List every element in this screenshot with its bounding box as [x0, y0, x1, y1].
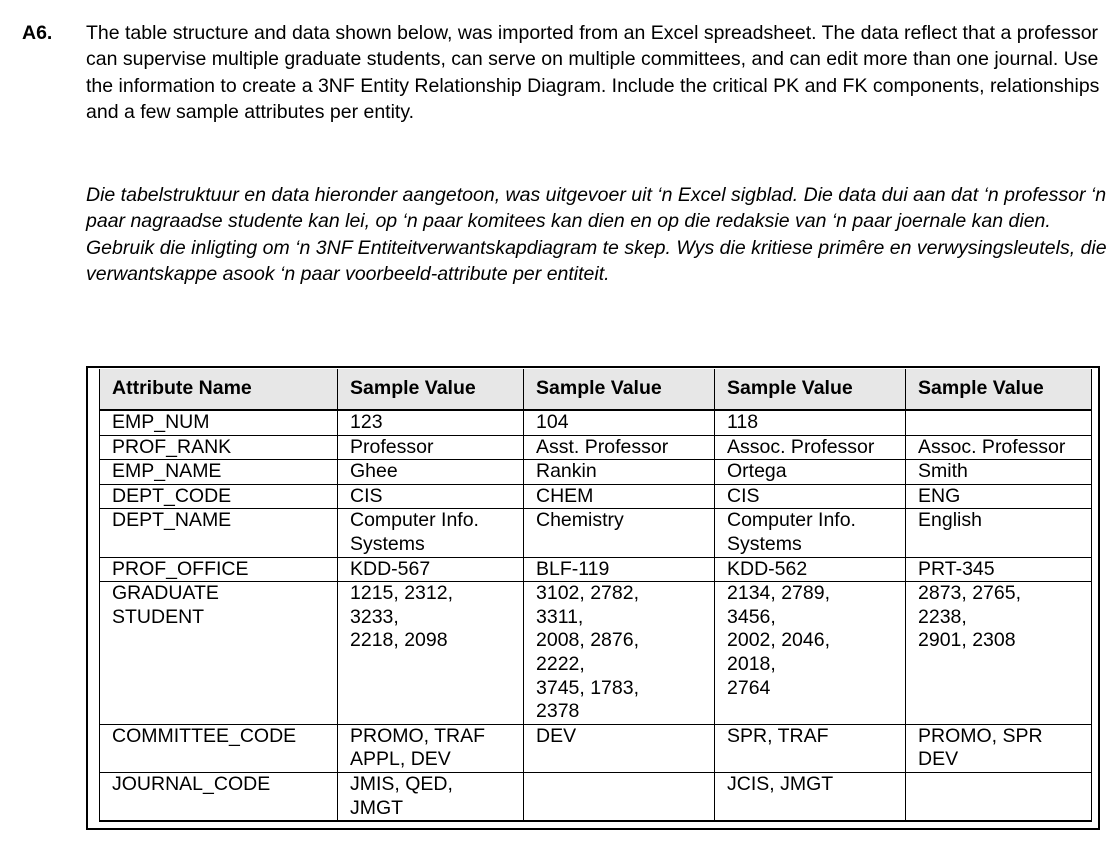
value-cell: Professor — [338, 435, 524, 460]
value-cell — [906, 772, 1092, 821]
value-cell: JCIS, JMGT — [715, 772, 906, 821]
value-cell: KDD-567 — [338, 557, 524, 582]
value-cell: Chemistry — [524, 509, 715, 557]
attribute-cell: JOURNAL_CODE — [100, 772, 338, 821]
table-row — [100, 460, 1092, 485]
question-number: A6. — [22, 22, 53, 44]
attribute-cell: EMP_NUM — [100, 410, 338, 435]
value-cell: Computer Info. Systems — [715, 509, 906, 557]
value-cell: Assoc. Professor — [715, 435, 906, 460]
value-cell: PRT-345 — [906, 557, 1092, 582]
header-attribute-name: Attribute Name — [100, 369, 338, 410]
header-sample-value: Sample Value — [338, 369, 524, 410]
value-cell: JMIS, QED, JMGT — [338, 772, 524, 821]
table-row — [100, 772, 1092, 821]
value-cell: 3102, 2782, 3311, 2008, 2876, 2222, 3745, 1783, 2378 — [524, 582, 715, 725]
value-cell: CIS — [715, 484, 906, 509]
table-row — [100, 484, 1092, 509]
value-cell: KDD-562 — [715, 557, 906, 582]
table-row — [100, 509, 1092, 557]
value-cell: Ortega — [715, 460, 906, 485]
value-cell: PROMO, TRAF APPL, DEV — [338, 724, 524, 772]
table-row — [100, 435, 1092, 460]
value-cell: CHEM — [524, 484, 715, 509]
value-cell: Computer Info. Systems — [338, 509, 524, 557]
value-cell: ENG — [906, 484, 1092, 509]
attribute-cell: EMP_NAME — [100, 460, 338, 485]
attribute-cell: COMMITTEE_CODE — [100, 724, 338, 772]
attribute-cell: DEPT_CODE — [100, 484, 338, 509]
table-row — [100, 724, 1092, 772]
attribute-cell: GRADUATE STUDENT — [100, 582, 338, 725]
value-cell: Rankin — [524, 460, 715, 485]
attribute-cell: PROF_RANK — [100, 435, 338, 460]
question-text-english: The table structure and data shown below, was imported from an Excel spreadsheet. The data reflect that a professor can supervise multiple graduate students, can serve on multiple committees, and can edit more than one journal. Use the information to create a 3NF Entity Relationship Diagram. Include the critical PK and FK components, relationships and a few sample attributes per entity. — [86, 22, 1100, 124]
header-sample-value: Sample Value — [715, 369, 906, 410]
value-cell: 1215, 2312, 3233, 2218, 2098 — [338, 582, 524, 725]
header-sample-value: Sample Value — [524, 369, 715, 410]
value-cell: PROMO, SPR DEV — [906, 724, 1092, 772]
value-cell: 2873, 2765, 2238, 2901, 2308 — [906, 582, 1092, 725]
value-cell: 104 — [524, 410, 715, 435]
value-cell: 2134, 2789, 3456, 2002, 2046, 2018, 2764 — [715, 582, 906, 725]
table-row — [100, 557, 1092, 582]
value-cell: CIS — [338, 484, 524, 509]
sample-data-table — [99, 369, 1092, 822]
value-cell — [524, 772, 715, 821]
value-cell: DEV — [524, 724, 715, 772]
value-cell: Ghee — [338, 460, 524, 485]
value-cell — [906, 410, 1092, 435]
value-cell: 123 — [338, 410, 524, 435]
value-cell: BLF-119 — [524, 557, 715, 582]
value-cell: Asst. Professor — [524, 435, 715, 460]
value-cell: Assoc. Professor — [906, 435, 1092, 460]
table-header-row — [100, 369, 1092, 410]
value-cell: Smith — [906, 460, 1092, 485]
attribute-cell: PROF_OFFICE — [100, 557, 338, 582]
header-sample-value: Sample Value — [906, 369, 1092, 410]
attribute-cell: DEPT_NAME — [100, 509, 338, 557]
question-text-afrikaans: Die tabelstruktuur en data hieronder aangetoon, was uitgevoer uit ‘n Excel sigblad. Die data dui aan dat ‘n professor ‘n paar nagraadse studente kan lei, op ‘n paar komitees kan dien en op die redaksie van ‘n paar joernale kan dien. Gebruik die inligting om ‘n 3NF Entiteitverwantskapdiagram te skep. Wys die kritiese primêre en verwysingsleutels, die verwantskappe asook ‘n paar voorbeeld-attribute per entiteit. — [86, 184, 1107, 286]
table-row — [100, 410, 1092, 435]
value-cell: SPR, TRAF — [715, 724, 906, 772]
value-cell: English — [906, 509, 1092, 557]
value-cell: 118 — [715, 410, 906, 435]
table-row — [100, 582, 1092, 725]
